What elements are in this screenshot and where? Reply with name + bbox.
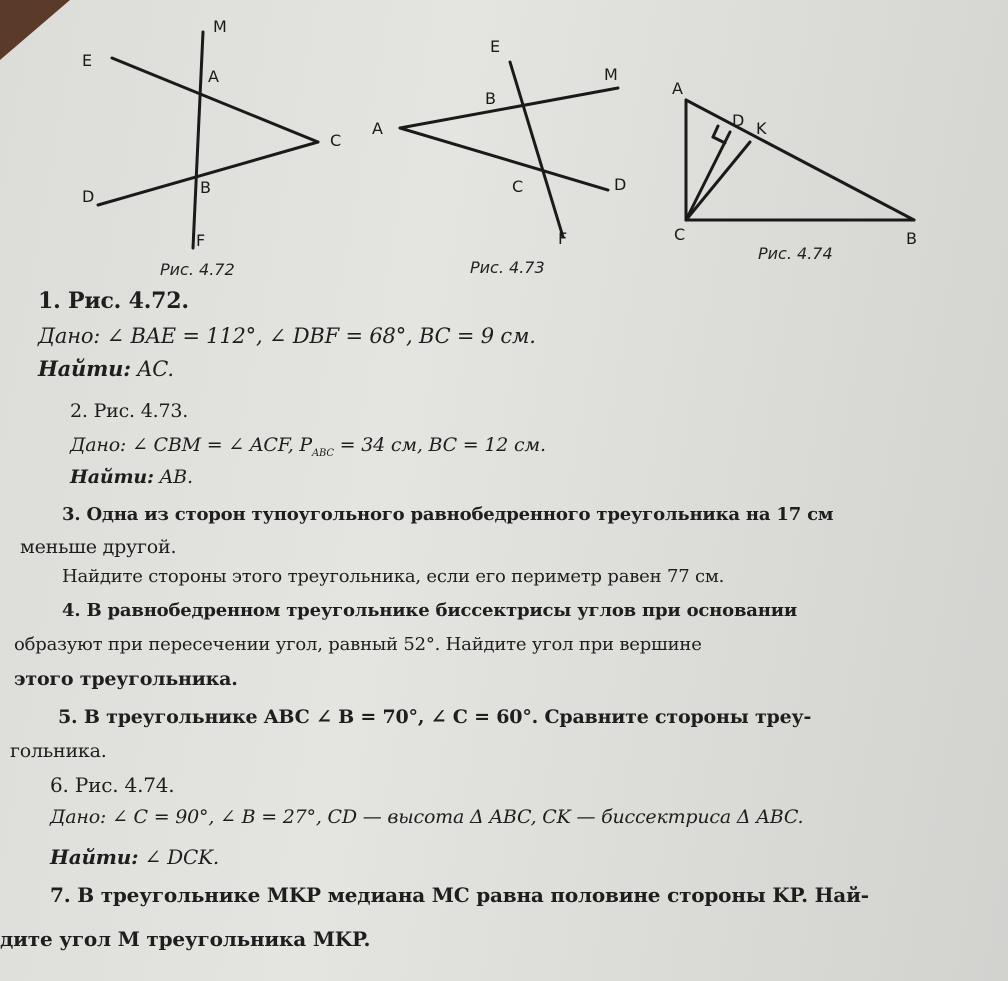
figure-4-73-drawing: [360, 0, 660, 290]
problem-7-line-1: 7. В треугольнике MKP медиана MC равна половине стороны KP. Най-: [50, 883, 869, 907]
label-E: E: [82, 51, 93, 70]
problem-4-line-2: образуют при пересечении угол, равный 52°. Найдите угол при вершине: [14, 634, 702, 655]
problem-1-find: [38, 358, 174, 380]
problem-4-line-3: этого треугольника.: [14, 668, 238, 690]
problem-2-find: [70, 466, 193, 488]
find-label: Найти:: [50, 845, 139, 869]
problem-3-line-3: Найдите стороны этого треугольника, если его периметр равен 77 см.: [62, 566, 725, 587]
find-label: Найти:: [70, 466, 154, 488]
given-label: Дано:: [38, 324, 101, 348]
caption-4-74: Рис. 4.74: [758, 244, 833, 263]
label-D: D: [614, 175, 627, 194]
problem-5-line-2: гольника.: [10, 740, 107, 762]
problem-1-title: 1. Рис. 4.72.: [38, 288, 189, 314]
label-E: E: [490, 37, 501, 56]
label-A: A: [372, 119, 383, 138]
label-M: M: [604, 65, 618, 84]
label-K: K: [756, 119, 767, 138]
given-label: Дано:: [70, 434, 127, 456]
figure-4-72-drawing: [0, 0, 360, 290]
problem-3-line-1: 3. Одна из сторон тупоугольного равнобедренного треугольника на 17 см: [62, 504, 834, 525]
figure-4-73: [360, 0, 660, 290]
figure-4-74: [660, 60, 960, 260]
label-D: D: [732, 111, 745, 130]
label-M: M: [213, 17, 227, 36]
problem-7-line-2: дите угол M треугольника MKP.: [0, 927, 371, 951]
find-label: Найти:: [38, 356, 131, 381]
perimeter-subscript: ABC: [312, 448, 334, 459]
given-text: ∠ C = 90°, ∠ B = 27°, CD — высота Δ ABC, CK — биссектриса Δ ABC.: [111, 806, 804, 828]
problem-6-given: [50, 806, 803, 828]
problem-5-line-1: 5. В треугольнике ABC ∠ B = 70°, ∠ C = 60°. Сравните стороны треу-: [58, 706, 812, 728]
problem-2-given: [70, 434, 546, 465]
figure-4-74-drawing: [660, 60, 960, 260]
figure-4-72: [0, 0, 360, 290]
label-C: C: [674, 225, 686, 244]
label-F: F: [558, 229, 568, 248]
problem-1-given: [38, 325, 536, 347]
problem-6-title: 6. Рис. 4.74.: [50, 773, 175, 797]
problem-3-line-2: меньше другой.: [20, 536, 177, 558]
problem-4-line-1: 4. В равнобедренном треугольнике биссектрисы углов при основании: [62, 600, 798, 621]
label-A: A: [672, 79, 683, 98]
label-C: C: [512, 177, 524, 196]
label-D: D: [82, 187, 95, 206]
caption-4-72: Рис. 4.72: [160, 260, 235, 279]
caption-4-73: Рис. 4.73: [470, 258, 545, 277]
given-label: Дано:: [50, 806, 107, 828]
label-A: A: [208, 67, 219, 86]
label-C: C: [330, 131, 342, 150]
find-text: AB.: [159, 466, 193, 488]
problem-2-title: 2. Рис. 4.73.: [70, 400, 189, 422]
given-text: ∠ BAE = 112°, ∠ DBF = 68°, BC = 9 см.: [106, 324, 536, 348]
given-text-part2: = 34 см, BC = 12 см.: [333, 434, 546, 456]
find-text: ∠ DCK.: [144, 845, 220, 869]
label-B: B: [200, 178, 211, 197]
label-B: B: [485, 89, 496, 108]
find-text: AC.: [137, 357, 174, 381]
problem-6-find: [50, 846, 219, 868]
label-B: B: [906, 229, 917, 248]
given-text-part1: ∠ CBM = ∠ ACF, P: [131, 434, 313, 456]
label-F: F: [196, 231, 206, 250]
